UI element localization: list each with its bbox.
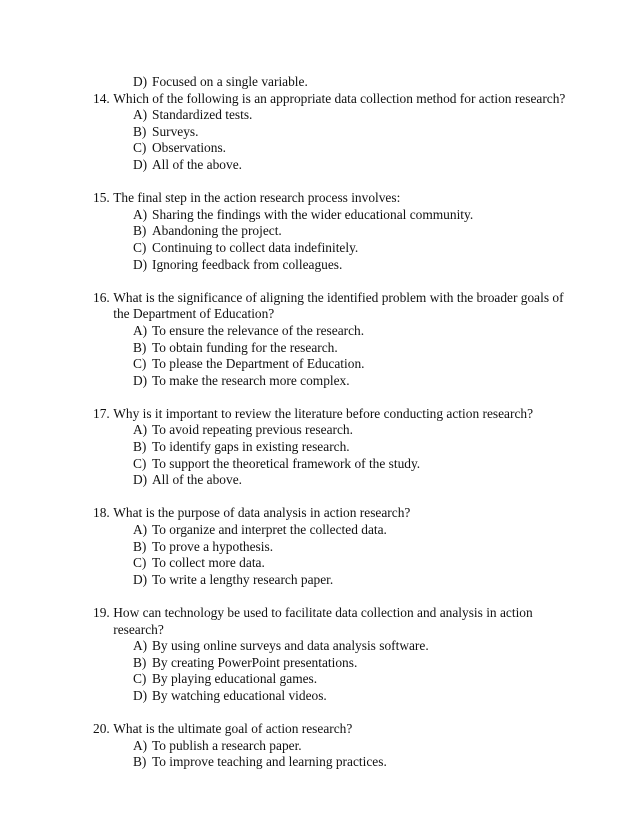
option-text: To prove a hypothesis. xyxy=(152,538,274,554)
continued-option xyxy=(93,74,573,91)
option-letter: B) xyxy=(133,123,147,139)
option-letter: B) xyxy=(133,754,147,770)
answer-option xyxy=(93,539,573,556)
question-stem xyxy=(93,505,573,522)
answer-option xyxy=(93,107,573,124)
option-text: To collect more data. xyxy=(152,555,265,571)
option-letter: C) xyxy=(133,455,147,471)
option-text: Surveys. xyxy=(152,123,199,139)
answer-option xyxy=(93,157,573,174)
option-letter: C) xyxy=(133,671,147,687)
option-text: By watching educational videos. xyxy=(152,687,327,703)
answer-option xyxy=(93,439,573,456)
option-letter: D) xyxy=(133,472,148,488)
answer-option xyxy=(93,638,573,655)
answer-option xyxy=(93,124,573,141)
answer-option xyxy=(93,456,573,473)
answer-option xyxy=(93,422,573,439)
question-stem xyxy=(93,406,573,423)
option-letter: B) xyxy=(133,439,147,455)
option-letter: A) xyxy=(133,322,148,338)
question-stem xyxy=(93,721,573,738)
option-letter: D) xyxy=(133,74,148,89)
answer-option xyxy=(93,323,573,340)
answer-option xyxy=(93,688,573,705)
answer-option xyxy=(93,223,573,240)
option-letter: C) xyxy=(133,140,147,156)
option-letter: A) xyxy=(133,422,148,438)
question-number: 18. xyxy=(93,505,110,521)
option-text: All of the above. xyxy=(152,472,242,488)
option-letter: D) xyxy=(133,687,148,703)
option-letter: D) xyxy=(133,256,148,272)
question-number: 15. xyxy=(93,190,110,206)
answer-option xyxy=(93,207,573,224)
question-number: 20. xyxy=(93,721,110,737)
answer-option xyxy=(93,572,573,589)
option-letter: A) xyxy=(133,522,148,538)
option-letter: C) xyxy=(133,356,147,372)
answer-option xyxy=(93,522,573,539)
question-number: 17. xyxy=(93,405,110,421)
option-text: By using online surveys and data analysis software. xyxy=(152,638,429,654)
question-spacer xyxy=(93,273,573,290)
option-letter: B) xyxy=(133,223,147,239)
question-block xyxy=(93,190,573,273)
question-text: What is the purpose of data analysis in action research? xyxy=(113,505,411,521)
option-text: To make the research more complex. xyxy=(152,372,350,388)
option-text: Continuing to collect data indefinitely. xyxy=(152,239,359,255)
option-text: To please the Department of Education. xyxy=(152,356,365,372)
question-text: How can technology be used to facilitate data collection and analysis in action research? xyxy=(113,605,533,637)
option-letter: A) xyxy=(133,206,148,222)
option-text: To write a lengthy research paper. xyxy=(152,571,334,587)
option-text: To ensure the relevance of the research. xyxy=(152,322,365,338)
option-text: Focused on a single variable. xyxy=(152,74,308,89)
option-letter: D) xyxy=(133,156,148,172)
question-block xyxy=(93,505,573,588)
question-number: 19. xyxy=(93,605,110,620)
answer-option xyxy=(93,356,573,373)
question-list xyxy=(93,74,573,771)
question-stem xyxy=(93,290,573,323)
option-text: Standardized tests. xyxy=(152,107,253,123)
question-spacer xyxy=(93,705,573,722)
answer-option xyxy=(93,738,573,755)
option-letter: A) xyxy=(133,638,148,654)
option-letter: B) xyxy=(133,538,147,554)
option-text: To identify gaps in existing research. xyxy=(152,439,350,455)
question-spacer xyxy=(93,489,573,506)
question-text: The final step in the action research process involves: xyxy=(113,190,401,206)
question-text: What is the ultimate goal of action research? xyxy=(113,721,353,737)
option-text: By playing educational games. xyxy=(152,671,318,687)
option-text: To obtain funding for the research. xyxy=(152,339,338,355)
question-block xyxy=(93,721,573,771)
question-spacer xyxy=(93,389,573,406)
question-spacer xyxy=(93,174,573,191)
question-stem xyxy=(93,91,573,108)
option-letter: B) xyxy=(133,654,147,670)
option-text: To avoid repeating previous research. xyxy=(152,422,353,438)
answer-option xyxy=(93,240,573,257)
question-block xyxy=(93,406,573,489)
option-text: By creating PowerPoint presentations. xyxy=(152,654,358,670)
option-text: To improve teaching and learning practices. xyxy=(152,754,387,770)
option-letter: A) xyxy=(133,737,148,753)
option-letter: D) xyxy=(133,571,148,587)
option-letter: A) xyxy=(133,107,148,123)
option-letter: C) xyxy=(133,555,147,571)
answer-option xyxy=(93,555,573,572)
answer-option xyxy=(93,754,573,771)
answer-option xyxy=(93,655,573,672)
question-stem xyxy=(93,605,573,638)
question-text: Which of the following is an appropriate data collection method for action research? xyxy=(113,90,566,106)
option-text: To support the theoretical framework of the study. xyxy=(152,455,421,471)
question-block xyxy=(93,91,573,174)
question-block xyxy=(93,290,573,390)
question-block xyxy=(93,605,573,705)
option-letter: D) xyxy=(133,372,148,388)
question-number: 16. xyxy=(93,289,110,305)
answer-option xyxy=(93,257,573,274)
question-number: 14. xyxy=(93,90,110,106)
question-spacer xyxy=(93,588,573,605)
option-text: To publish a research paper. xyxy=(152,737,302,753)
answer-option xyxy=(93,472,573,489)
option-letter: B) xyxy=(133,339,147,355)
answer-option xyxy=(93,671,573,688)
answer-option xyxy=(93,340,573,357)
question-stem xyxy=(93,190,573,207)
option-text: To organize and interpret the collected data. xyxy=(152,522,387,538)
option-text: Observations. xyxy=(152,140,227,156)
option-letter: C) xyxy=(133,239,147,255)
option-text: Abandoning the project. xyxy=(152,223,282,239)
question-text: What is the significance of aligning the identified problem with the broader goals of the Department of Education? xyxy=(113,289,564,322)
option-text: All of the above. xyxy=(152,156,242,172)
answer-option xyxy=(93,373,573,390)
question-text: Why is it important to review the literature before conducting action research? xyxy=(113,405,534,421)
option-text: Sharing the findings with the wider educational community. xyxy=(152,206,474,222)
answer-option xyxy=(93,140,573,157)
option-text: Ignoring feedback from colleagues. xyxy=(152,256,343,272)
